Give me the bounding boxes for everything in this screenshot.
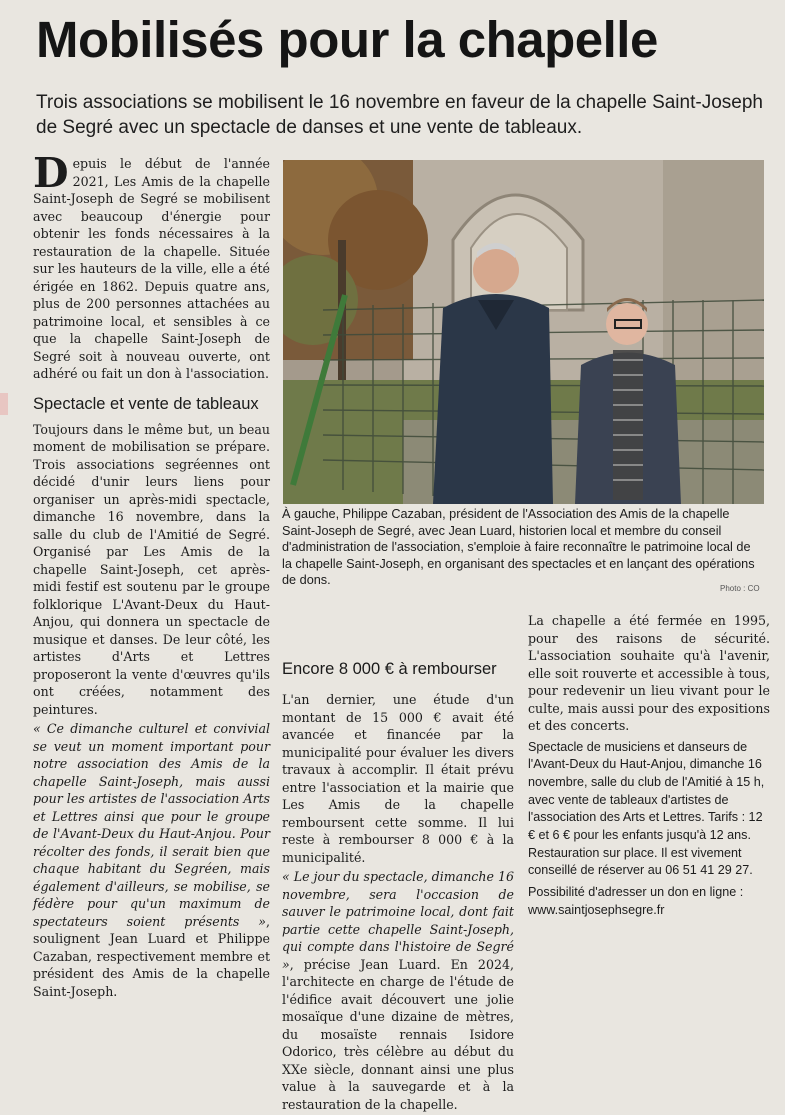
photo-illustration	[283, 160, 764, 504]
intro-paragraph	[33, 149, 270, 383]
photo-caption: À gauche, Philippe Cazaban, président de l'Association des Amis de la chapelle Saint-Joseph de Segré, avec Jean Luard, historien local et membre du conseil d'administration de l'association, s'emploie à faire reconnaître le patrimoine local de la chapelle Saint-Joseph, en organisant des spectacles et en lançant des opérations de dons.	[282, 507, 755, 588]
section1-heading: Spectacle et vente de tableaux	[33, 394, 259, 413]
section1-quote: « Ce dimanche culturel et convivial se veut un moment important pour notre association des Amis de la chapelle Saint-Joseph, mais aussi pour les artistes de l'association Arts et Lettres ainsi que pour le groupe de l'Avant-Deux du Haut-Anjou. Pour récolter des fonds, il serait bien que chaque habitant du Segréen, mais également d'ailleurs, se mobilise, se fédère pour qu'un maximum de spectateurs soient présents »	[33, 721, 270, 929]
section1-paragraph: Toujours dans le même but, un beau moment de mobilisation se prépare. Trois associations segréennes ont décidé d'unir leurs liens pour organiser un après-midi spectacle, dimanche 16 novembre, dans la salle du club de l'Amitié de Segré. Organisé par Les Amis de la chapelle Saint-Joseph, cet après-midi festif est soutenu par le groupe folklorique L'Avant-Deux du Haut-Anjou, qui donnera un spectacle de musique et danses. De leur côté, les artistes d'Arts et Lettres proposeront la vente d'œuvres qu'ils ont créées, notamment des peintures.	[33, 421, 270, 717]
margin-mark	[0, 393, 8, 415]
event-info: Spectacle de musiciens et danseurs de l'Avant-Deux du Haut-Anjou, dimanche 16 novembre, salle du club de l'Amitié à 15 h, avec vente de tableaux d'artistes de l'association des Arts et Lettres. Tarifs : 12 € et 6 € pour les enfants jusqu'à 12 ans. Restauration sur place. Il est vivement conseillé de réserver au 06 51 41 29 27.	[528, 739, 765, 878]
article-photo	[283, 160, 764, 504]
drop-cap: D	[33, 149, 69, 197]
closure-paragraph: La chapelle a été fermée en 1995, pour des raisons de sécurité. L'association souhaite qu'à l'avenir, elle soit rouverte et accessible à tous, pour redevenir un lieu vivant pour le culte, mais aussi pour des expositions et des concerts.	[528, 613, 770, 733]
section1-quote-paragraph	[33, 720, 270, 1000]
column-right	[528, 612, 770, 920]
column-middle	[282, 660, 514, 1115]
photo-credit: Photo : CO	[720, 584, 760, 593]
article-title: Mobilisés pour la chapelle	[36, 11, 658, 68]
section2-quote: « Le jour du spectacle, dimanche 16 novembre, sera l'occasion de sauver le patrimoine local, dont fait partie cette chapelle Saint-Joseph, qui compte dans l'histoire de Segré »	[282, 869, 514, 972]
section2-quote-paragraph	[282, 868, 514, 1113]
section2-text: , précise Jean Luard. En 2024, l'architecte en charge de l'étude de l'édifice avait découvert une jolie mosaïque d'une dizaine de mètres, du mosaïste rennais Isidore Odorico, très célèbre au début du XXe siècle, donnant ainsi une plus value à la sauvegarde et à la restauration de la chapelle.	[282, 956, 514, 1112]
column-left	[33, 149, 270, 1002]
section2-paragraph: L'an dernier, une étude d'un montant de 15 000 € avait été avancée et financée par la municipalité pour évaluer les divers travaux à accomplir. Il était prévu entre l'association et la mairie que Les Amis de la chapelle remboursent cette somme. Il lui reste à rembourser 8 000 € à la municipalité.	[282, 692, 514, 865]
donation-info: Possibilité d'adresser un don en ligne : www.saintjosephsegre.fr	[528, 885, 744, 917]
section2-heading: Encore 8 000 € à rembourser	[282, 660, 497, 678]
article-subtitle: Trois associations se mobilisent le 16 novembre en faveur de la chapelle Saint-Joseph de Segré avec un spectacle de danses et une vente de tableaux.	[36, 92, 763, 138]
intro-text: epuis le début de l'année 2021, Les Amis de la chapelle Saint-Joseph de Segré se mobilisent avec beaucoup d'énergie pour obtenir les fonds nécessaires à la restauration de la chapelle. Située sur les hauteurs de la ville, elle a été érigée en 1862. Depuis quatre ans, plus de 200 personnes attachées au patrimoine local, et sensibles à ce que la chapelle Saint-Joseph de Segré soit à nouveau ouverte, ont adhéré ou fait un don à l'association.	[33, 156, 270, 381]
section1-attribution: , soulignent Jean Luard et Philippe Cazaban, respectivement membre et président des Amis de la chapelle Saint-Joseph.	[33, 913, 270, 999]
